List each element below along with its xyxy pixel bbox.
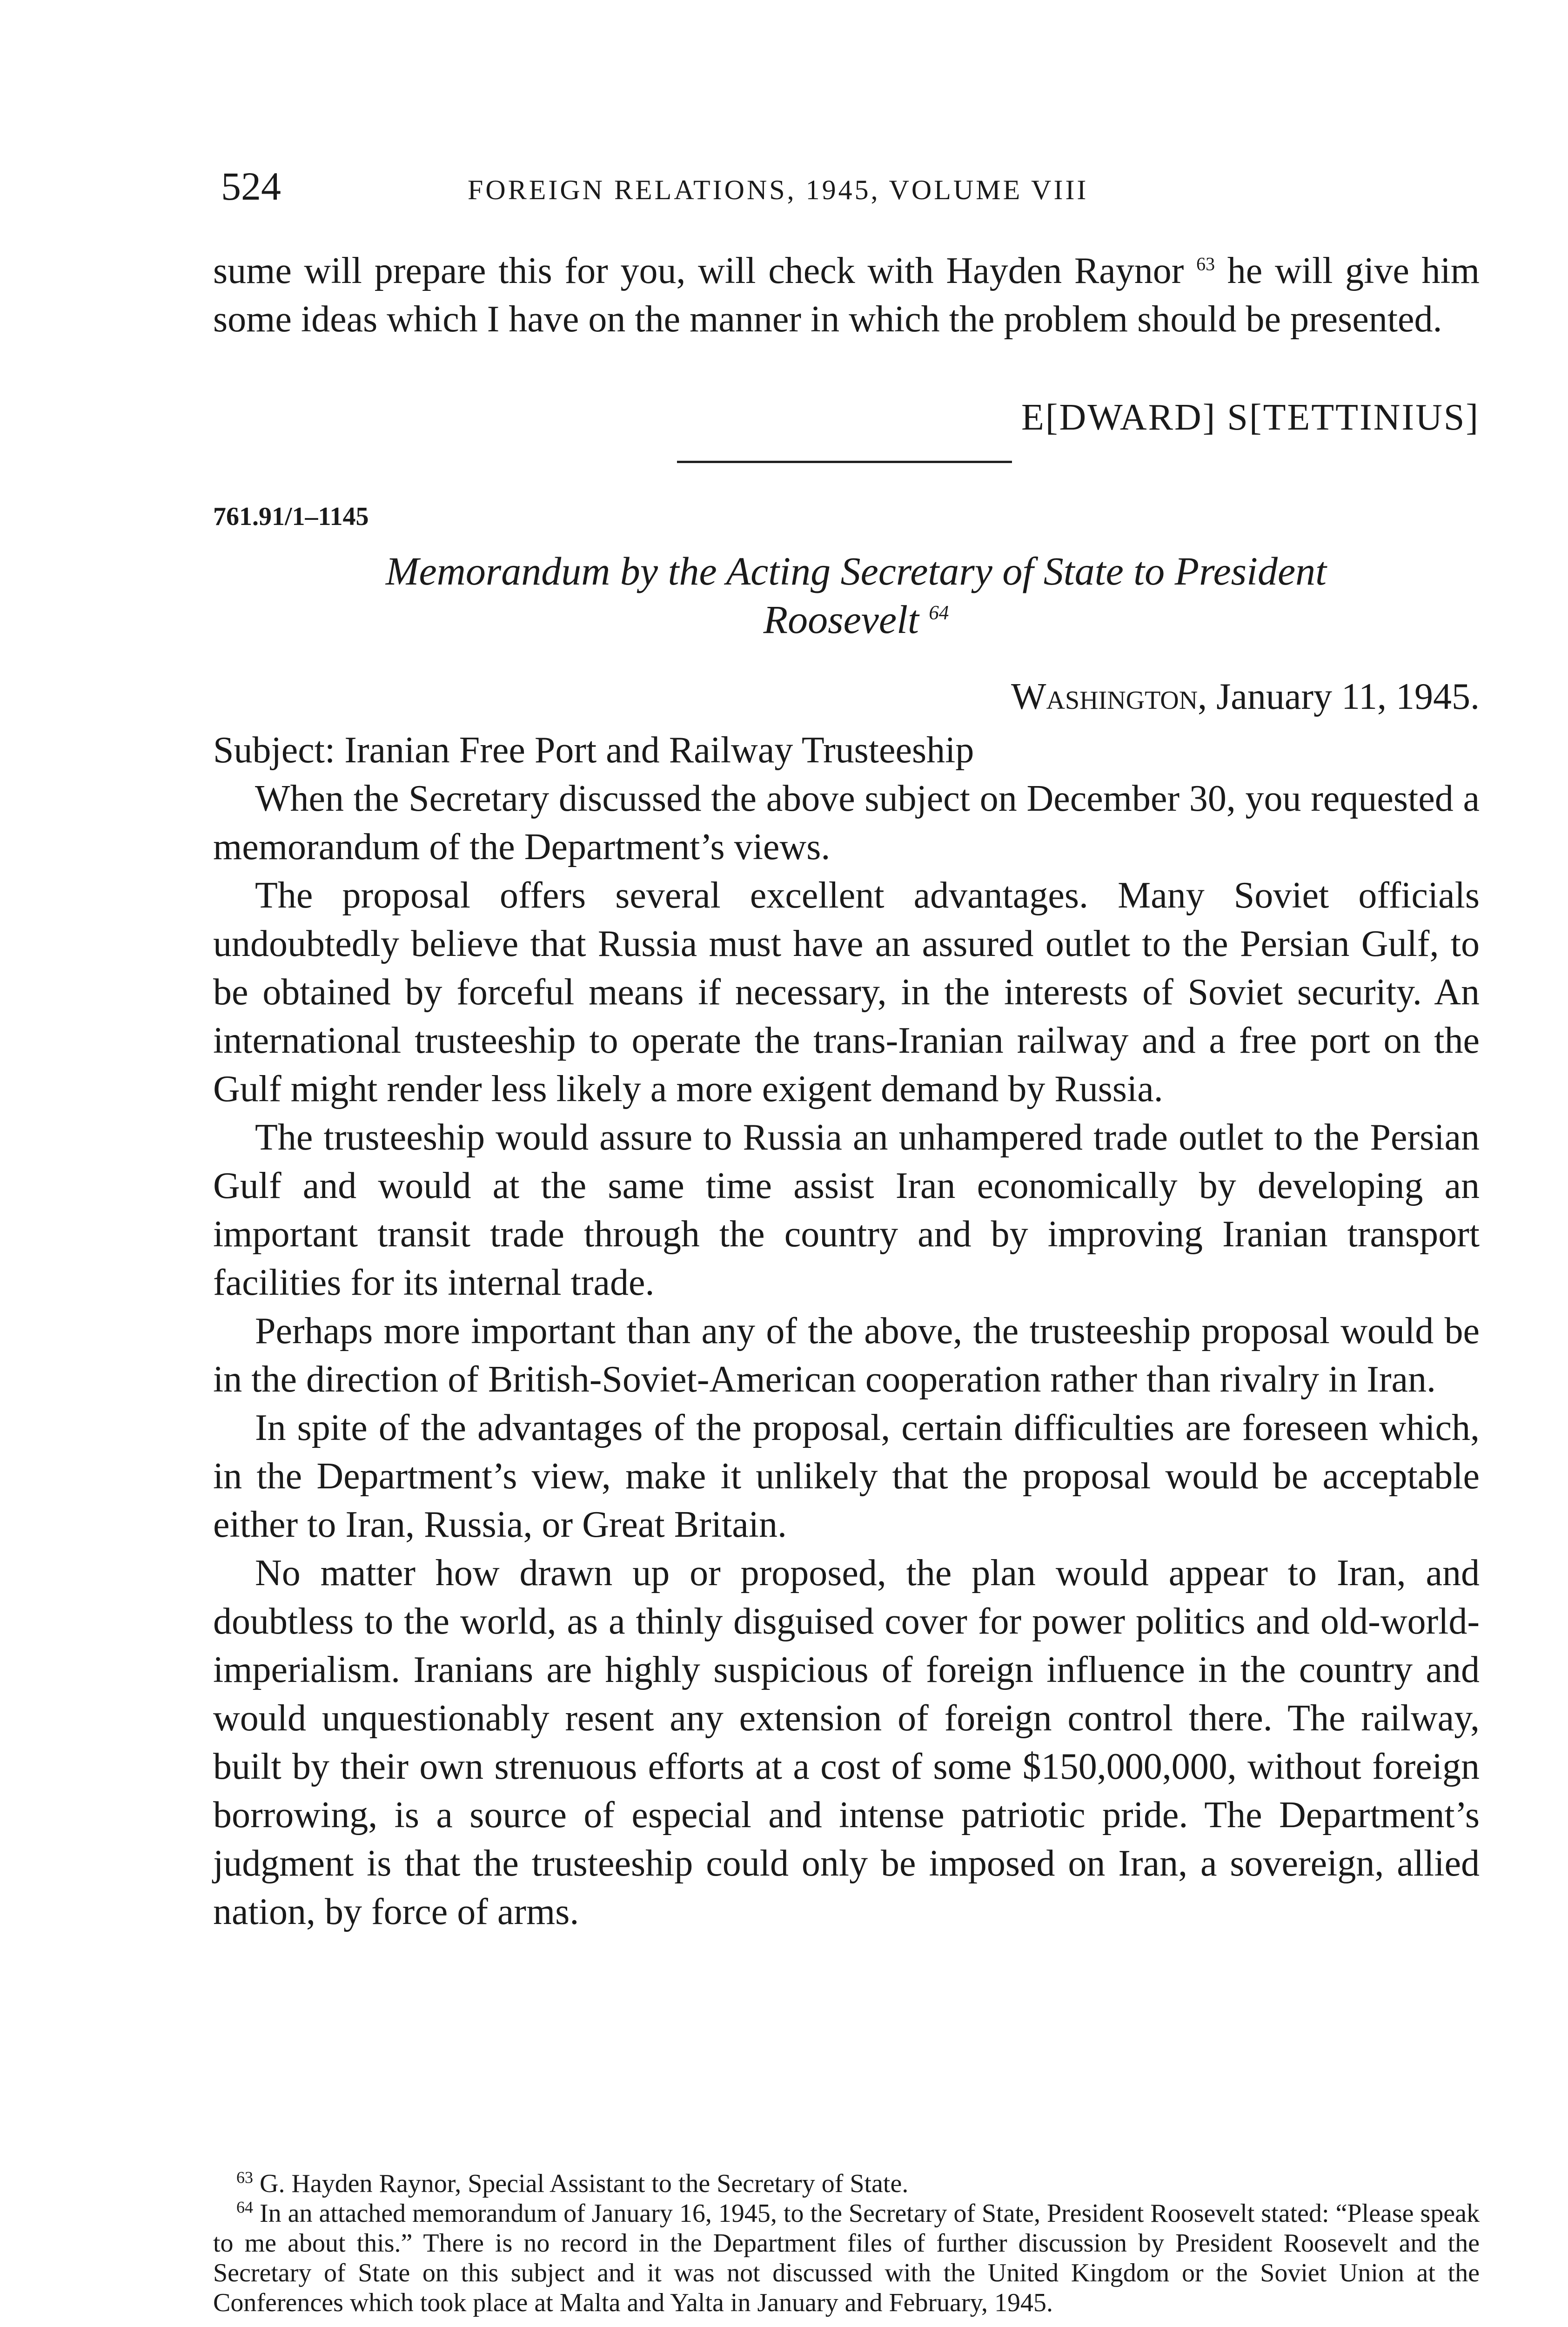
footnotes <box>213 2169 1480 2318</box>
footnote-mark: 63 <box>236 2168 253 2187</box>
journal-title: FOREIGN RELATIONS, 1945, VOLUME VIII <box>468 175 1089 205</box>
dateline-place: Washington <box>1011 676 1198 717</box>
footnote-mark: 64 <box>236 2198 253 2217</box>
dateline-date: , January 11, 1945. <box>1198 676 1480 717</box>
footnote-text: In an attached memorandum of January 16, 1945, to the Secretary of State, President Roosevelt stated: “Please speak to me about this.” There is no record in the Department files of further discussion by President Roosevelt and the Secretary of State on this subject and it was not discussed with the United Kingdom or the Soviet Union at the Conferences which took place at Malta and Yalta in January and February, 1945. <box>213 2199 1480 2317</box>
body-paragraph: No matter how drawn up or proposed, the plan would appear to Iran, and doubtless to the world, as a thinly disguised cover for power politics and old-world-imperialism. Iranians are highly suspicious of foreign influence in the country and would unquestionably resent any extension of foreign control there. The railway, built by their own strenuous efforts at a cost of some $150,000,000, without foreign borrowing, is a source of especial and intense patriotic pride. The Department’s judgment is that the trusteeship could only be imposed on Iran, a sovereign, allied nation, by force of arms. <box>213 1553 1480 1932</box>
signature: E[DWARD] S[TETTINIUS] <box>1021 397 1480 438</box>
dateline <box>1011 673 1480 721</box>
body-paragraph: Perhaps more important than any of the above, the trusteeship proposal would be in the direction of British-Soviet-American cooperation rather than rivalry in Iran. <box>213 1311 1480 1400</box>
body-paragraph: In spite of the advantages of the proposal, certain difficulties are foreseen which, in the Department’s view, make it unlikely that the proposal would be acceptable either to Iran, Russia, or Great Britain. <box>213 1407 1480 1545</box>
continuation-text-after: he will give him some ideas which I have on the manner in which the problem should be presented. <box>213 250 1480 340</box>
subject-line: Subject: Iranian Free Port and Railway Trusteeship <box>213 730 974 771</box>
running-head <box>221 161 1282 212</box>
signature-rest-s: TETTINIUS <box>1263 397 1466 438</box>
memorandum-body <box>213 726 1480 1936</box>
section-divider <box>677 461 1012 463</box>
continuation-text: sume will prepare this for you, will check with Hayden Raynor <box>213 250 1197 291</box>
footnote-64 <box>213 2199 1480 2318</box>
body-paragraph: When the Secretary discussed the above subject on December 30, you requested a memorandum of the Department’s views. <box>213 778 1480 868</box>
footnote-ref-64[interactable]: 64 <box>929 602 949 624</box>
footnote-text: G. Hayden Raynor, Special Assistant to the Secretary of State. <box>260 2169 909 2198</box>
footnote-63 <box>213 2169 1480 2199</box>
body-paragraph: The trusteeship would assure to Russia an unhampered trade outlet to the Persian Gulf and would at the same time assist Iran economically by developing an important transit trade through the country and by improving Iranian transport facilities for its internal trade. <box>213 1117 1480 1303</box>
footnote-ref-63[interactable]: 63 <box>1196 253 1215 275</box>
signature-initial-s: S <box>1227 397 1249 438</box>
document-title <box>321 547 1391 644</box>
file-number: 761.91/1–1145 <box>213 502 369 531</box>
continuation-paragraph <box>213 247 1480 343</box>
body-paragraph: The proposal offers several excellent advantages. Many Soviet officials undoubtedly believe that Russia must have an assured outlet to the Persian Gulf, to be obtained by forceful means if necessary, in the interests of Soviet security. An international trusteeship to operate the trans-Iranian railway and a free port on the Gulf might render less likely a more exigent demand by Russia. <box>213 875 1480 1110</box>
document-title-text: Memorandum by the Acting Secretary of State to President Roosevelt <box>385 549 1327 642</box>
signature-initial-e: E <box>1021 397 1045 438</box>
page-number: 524 <box>221 164 281 208</box>
signature-rest-e: DWARD <box>1059 397 1203 438</box>
